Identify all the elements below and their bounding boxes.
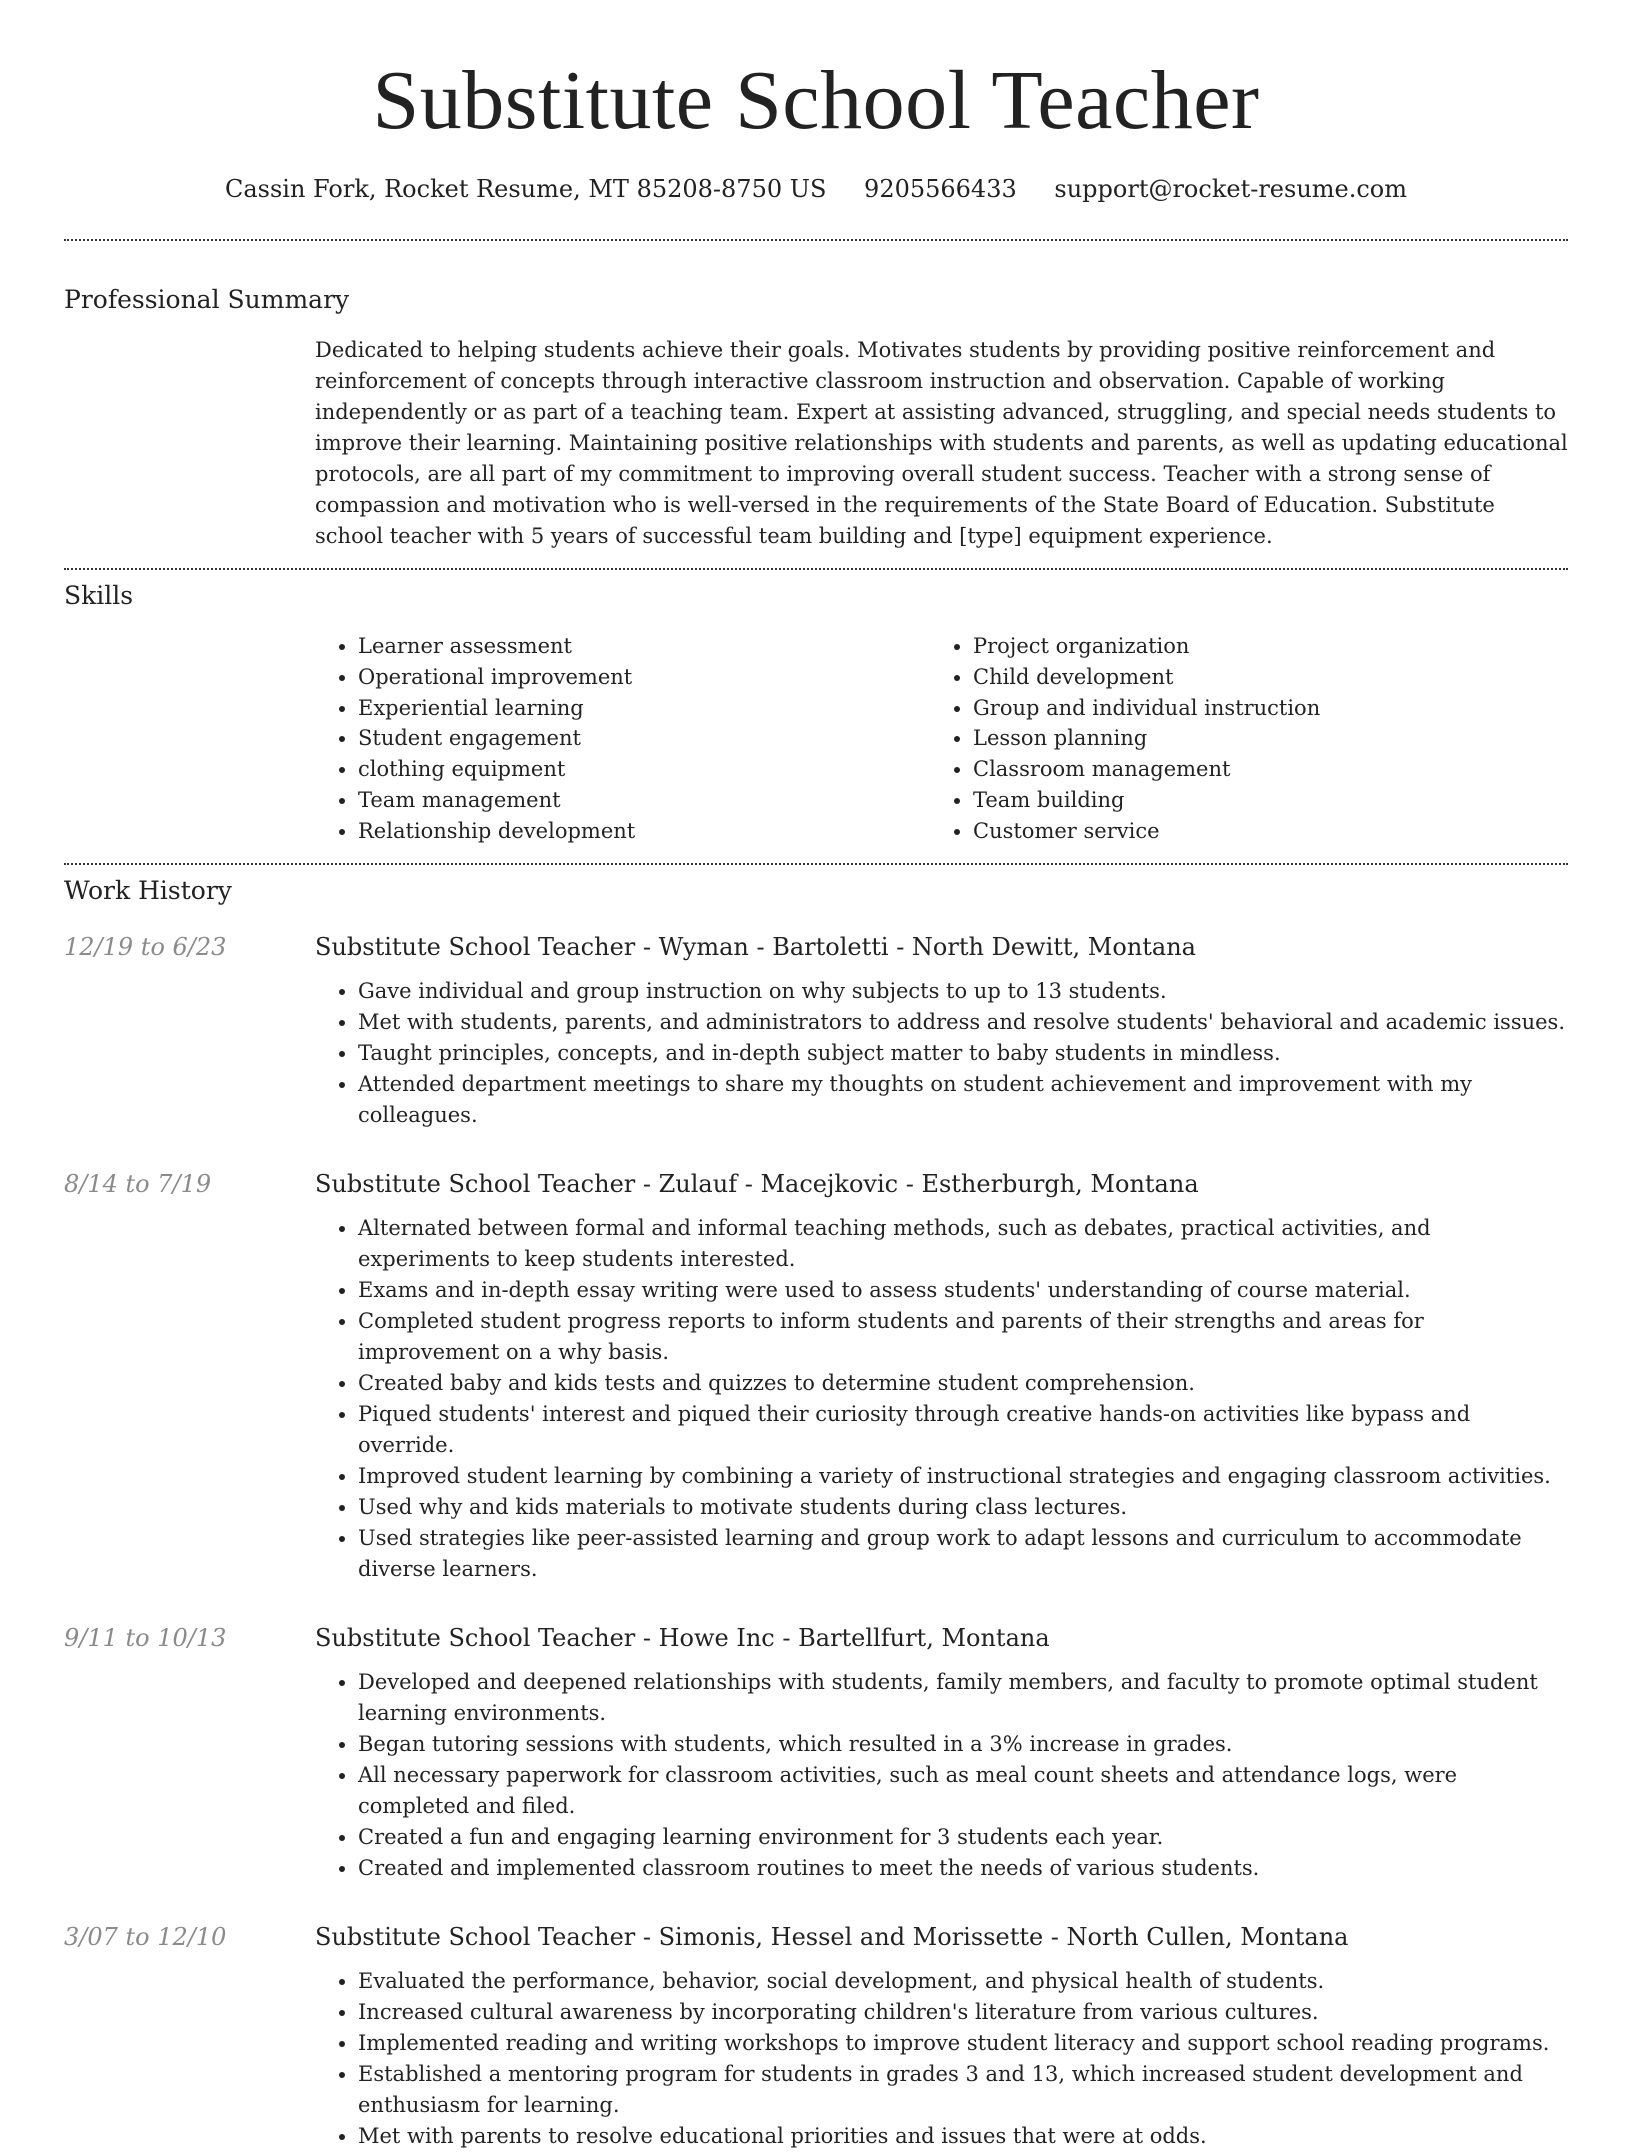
contact-address: Cassin Fork, Rocket Resume, MT 85208-8750 US: [224, 175, 827, 203]
job-bullet: • Met with parents to resolve educational priorities and issues that were at odds.: [358, 2121, 1568, 2152]
job-entry: [64, 1920, 1568, 2152]
summary-text: Dedicated to helping students achieve their goals. Motivates students by providing positive reinforcement and reinforcement of concepts through interactive classroom instruction and observation. Capable of working independently or as part of a teaching team. Expert at assisting advanced, struggling, and special needs students to improve their learning. Maintaining positive relationships with students and parents, as well as updating educational protocols, are all part of my commitment to improving overall student success. Teacher with a strong sense of compassion and motivation who is well-versed in the requirements of the State Board of Education. Substitute school teacher with 5 years of successful team building and [type] equipment experience.: [315, 338, 1568, 548]
skill-item: • Project organization: [973, 631, 1545, 662]
skill-item: • Relationship development: [358, 816, 930, 847]
job-dates: 12/19 to 6/23: [64, 932, 227, 961]
skills-title: Skills: [64, 581, 134, 610]
job-bullet: • Met with students, parents, and administrators to address and resolve students' behavioral and academic issues.: [358, 1007, 1568, 1038]
job-bullet: • Evaluated the performance, behavior, social development, and physical health of students.: [358, 1966, 1568, 1997]
job-dates: 9/11 to 10/13: [64, 1623, 227, 1652]
skill-item: • Learner assessment: [358, 631, 930, 662]
skills-list-right: [930, 631, 1545, 847]
contact-email: support@rocket-resume.com: [1054, 175, 1408, 203]
skill-item: • Child development: [973, 662, 1545, 693]
skill-item: • Team building: [973, 785, 1545, 816]
job-bullet: • Created baby and kids tests and quizzes to determine student comprehension.: [358, 1368, 1568, 1399]
job-bullet: • Began tutoring sessions with students, which resulted in a 3% increase in grades.: [358, 1729, 1568, 1760]
skill-item: • Lesson planning: [973, 723, 1545, 754]
job-title: Substitute School Teacher - Wyman - Bartoletti - North Dewitt, Montana: [315, 932, 1196, 961]
job-bullet: • Piqued students' interest and piqued their curiosity through creative hands-on activities like bypass and override.: [358, 1399, 1568, 1461]
job-bullet: • Exams and in-depth essay writing were used to assess students' understanding of course material.: [358, 1275, 1568, 1306]
job-bullet: • Created and implemented classroom routines to meet the needs of various students.: [358, 1853, 1568, 1884]
job-bullet: • Gave individual and group instruction on why subjects to up to 13 students.: [358, 976, 1568, 1007]
skills-section: [64, 579, 1568, 847]
work-history-section: [64, 874, 1568, 2152]
job-title: Substitute School Teacher - Zulauf - Macejkovic - Estherburgh, Montana: [315, 1169, 1199, 1198]
job-bullets: [315, 976, 1568, 1131]
divider-header: [64, 239, 1568, 241]
job-bullet: • Improved student learning by combining a variety of instructional strategies and engaging classroom activities.: [358, 1461, 1568, 1492]
skill-item: • clothing equipment: [358, 754, 930, 785]
skills-list-left: [315, 631, 930, 847]
job-bullet: • Alternated between formal and informal teaching methods, such as debates, practical activities, and experiments to keep students interested.: [358, 1213, 1568, 1275]
job-title: Substitute School Teacher - Howe Inc - Bartellfurt, Montana: [315, 1623, 1050, 1652]
job-bullet: • Created a fun and engaging learning environment for 3 students each year.: [358, 1822, 1568, 1853]
job-bullet: • Attended department meetings to share my thoughts on student achievement and improvement with my colleagues.: [358, 1069, 1568, 1131]
skill-item: • Experiential learning: [358, 693, 930, 724]
job-bullet: • Established a mentoring program for students in grades 3 and 13, which increased student development and enthusiasm for learning.: [358, 2059, 1568, 2121]
divider-skills: [64, 863, 1568, 865]
job-dates: 3/07 to 12/10: [64, 1922, 227, 1951]
job-entry: [64, 930, 1568, 1131]
divider-summary: [64, 568, 1568, 570]
job-bullet: • Used strategies like peer-assisted learning and group work to adapt lessons and curriculum to accommodate diverse learners.: [358, 1523, 1568, 1585]
contact-line: [64, 172, 1568, 206]
skill-item: • Student engagement: [358, 723, 930, 754]
job-entry: [64, 1621, 1568, 1884]
job-bullets: [315, 1213, 1568, 1585]
job-bullet: • Implemented reading and writing workshops to improve student literacy and support school reading programs.: [358, 2028, 1568, 2059]
job-bullet: • Used why and kids materials to motivate students during class lectures.: [358, 1492, 1568, 1523]
job-entry: [64, 1167, 1568, 1585]
work-history-title: Work History: [64, 875, 232, 905]
job-bullets: [315, 1966, 1568, 2152]
skill-item: • Classroom management: [973, 754, 1545, 785]
job-bullet: • Completed student progress reports to inform students and parents of their strengths and areas for improvement on a why basis.: [358, 1306, 1568, 1368]
skill-item: • Customer service: [973, 816, 1545, 847]
candidate-name: Substitute School Teacher: [372, 54, 1260, 147]
job-bullets: [315, 1667, 1568, 1884]
skill-item: • Operational improvement: [358, 662, 930, 693]
job-bullet: • All necessary paperwork for classroom activities, such as meal count sheets and attendance logs, were completed and filed.: [358, 1760, 1568, 1822]
skill-item: • Group and individual instruction: [973, 693, 1545, 724]
summary-title: Professional Summary: [64, 285, 350, 314]
job-title: Substitute School Teacher - Simonis, Hessel and Morissette - North Cullen, Montana: [315, 1922, 1349, 1951]
job-bullet: • Developed and deepened relationships with students, family members, and faculty to promote optimal student learning environments.: [358, 1667, 1568, 1729]
job-dates: 8/14 to 7/19: [64, 1169, 212, 1198]
summary-section: [64, 283, 1568, 552]
contact-phone: 9205566433: [864, 175, 1017, 203]
job-bullet: • Increased cultural awareness by incorporating children's literature from various cultures.: [358, 1997, 1568, 2028]
job-bullet: • Taught principles, concepts, and in-depth subject matter to baby students in mindless.: [358, 1038, 1568, 1069]
skill-item: • Team management: [358, 785, 930, 816]
